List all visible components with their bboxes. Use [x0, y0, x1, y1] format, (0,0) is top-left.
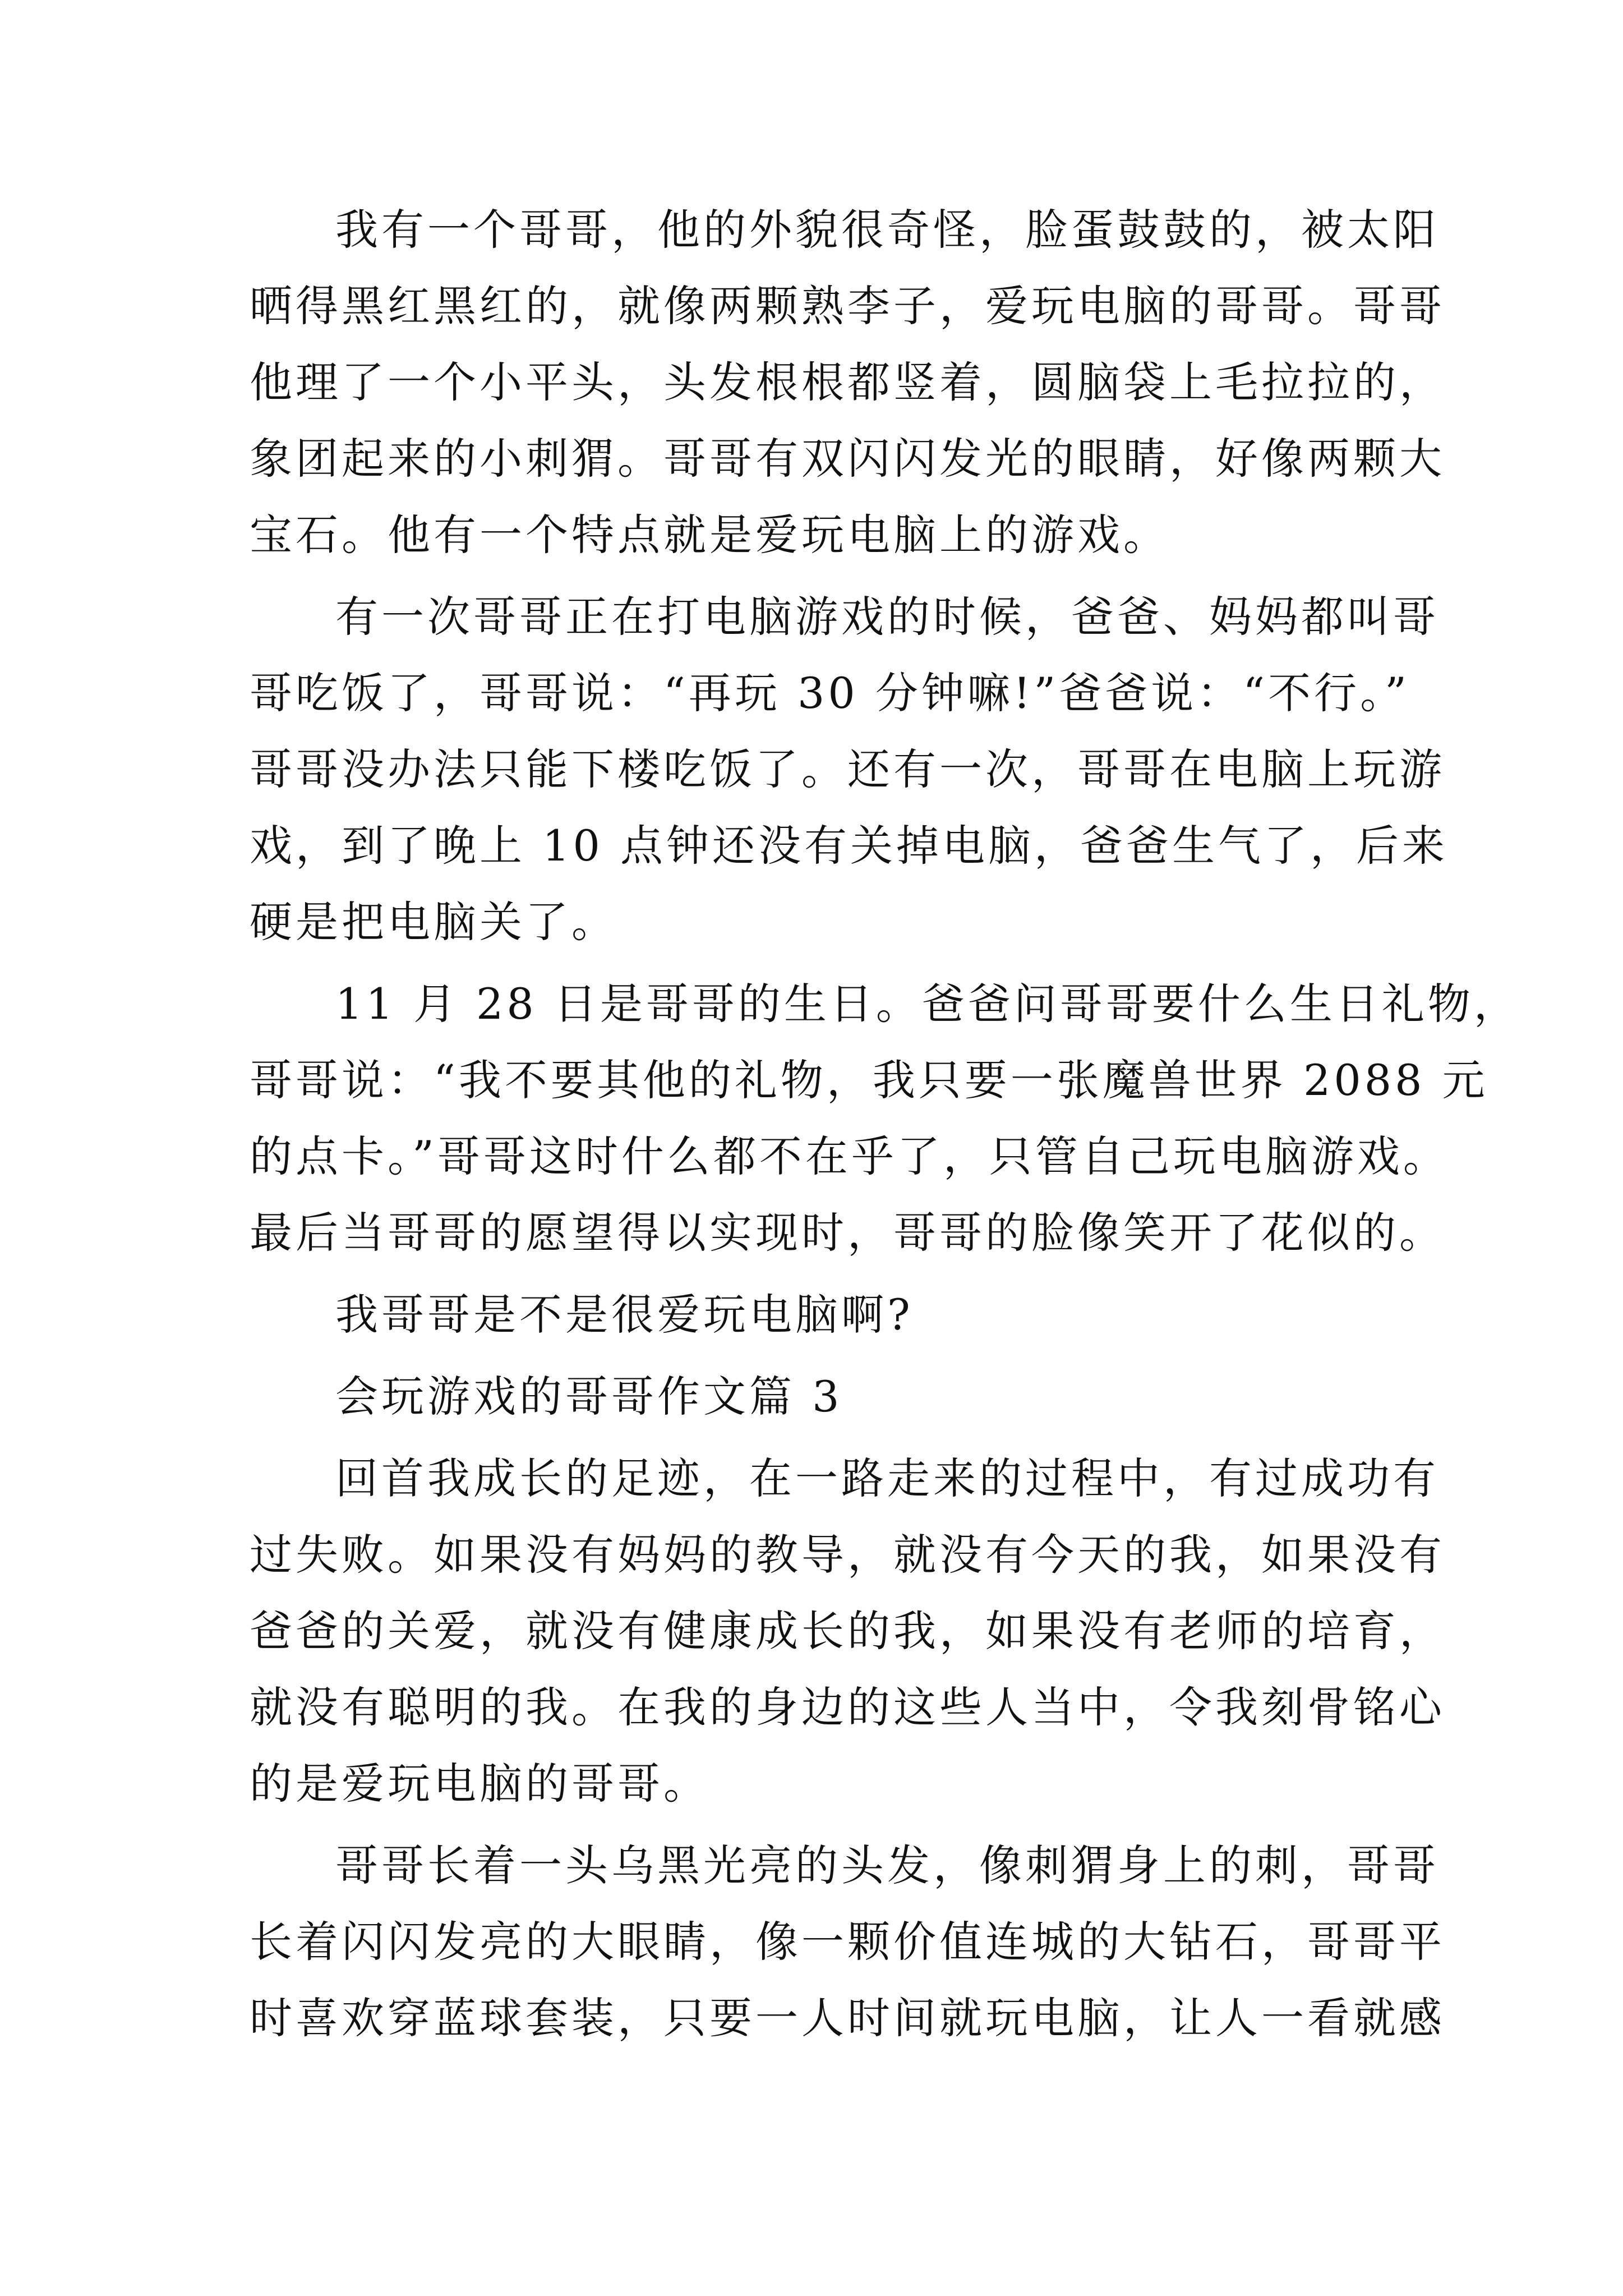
text-line: 哥哥说：“我不要其他的礼物，我只要一张魔兽世界 2088 元 [250, 1055, 1488, 1105]
text-line: 爸爸的关爱，就没有健康成长的我，如果没有老师的培育， [250, 1606, 1445, 1656]
text-line: 哥哥长着一头乌黑光亮的头发，像刺猬身上的刺，哥哥 [335, 1841, 1439, 1890]
text-line: 最后当哥哥的愿望得以实现时，哥哥的脸像笑开了花似的。 [250, 1208, 1445, 1258]
text-line: 我哥哥是不是很爱玩电脑啊? [335, 1290, 914, 1340]
text-line: 他理了一个小平头，头发根根都竖着，圆脑袋上毛拉拉的， [250, 357, 1445, 407]
text-line: 象团起来的小刺猬。哥哥有双闪闪发光的眼睛，好像两颗大 [250, 434, 1445, 484]
text-line: 时喜欢穿蓝球套装，只要一人时间就玩电脑，让人一看就感 [250, 1993, 1445, 2043]
text-line: 宝石。他有一个特点就是爱玩电脑上的游戏。 [250, 510, 1169, 560]
text-line: 我有一个哥哥，他的外貌很奇怪，脸蛋鼓鼓的，被太阳 [335, 205, 1439, 255]
text-line: 哥哥没办法只能下楼吃饭了。还有一次，哥哥在电脑上玩游 [250, 744, 1445, 794]
text-line: 的点卡。”哥哥这时什么都不在乎了，只管自己玩电脑游戏。 [250, 1131, 1449, 1181]
text-line: 硬是把电脑关了。 [250, 897, 617, 947]
text-line: 有一次哥哥正在打电脑游戏的时候，爸爸、妈妈都叫哥 [335, 592, 1439, 642]
text-line: 长着闪闪发亮的大眼睛，像一颗价值连城的大钻石，哥哥平 [250, 1917, 1445, 1967]
text-line: 回首我成长的足迹，在一路走来的过程中，有过成功有 [335, 1453, 1439, 1503]
text-line: 晒得黑红黑红的，就像两颗熟李子，爱玩电脑的哥哥。哥哥 [250, 281, 1445, 331]
text-line: 就没有聪明的我。在我的身边的这些人当中，令我刻骨铭心 [250, 1682, 1445, 1732]
text-line: 哥吃饭了，哥哥说：“再玩 30 分钟嘛!”爸爸说：“不行。” [250, 668, 1410, 718]
text-line: 戏，到了晚上 10 点钟还没有关掉电脑，爸爸生气了，后来 [250, 821, 1449, 871]
text-line: 的是爱玩电脑的哥哥。 [250, 1759, 709, 1809]
text-line: 11 月 28 日是哥哥的生日。爸爸问哥哥要什么生日礼物， [335, 979, 1520, 1029]
text-line: 过失败。如果没有妈妈的教导，就没有今天的我，如果没有 [250, 1530, 1445, 1580]
section-heading: 会玩游戏的哥哥作文篇 3 [335, 1372, 843, 1421]
